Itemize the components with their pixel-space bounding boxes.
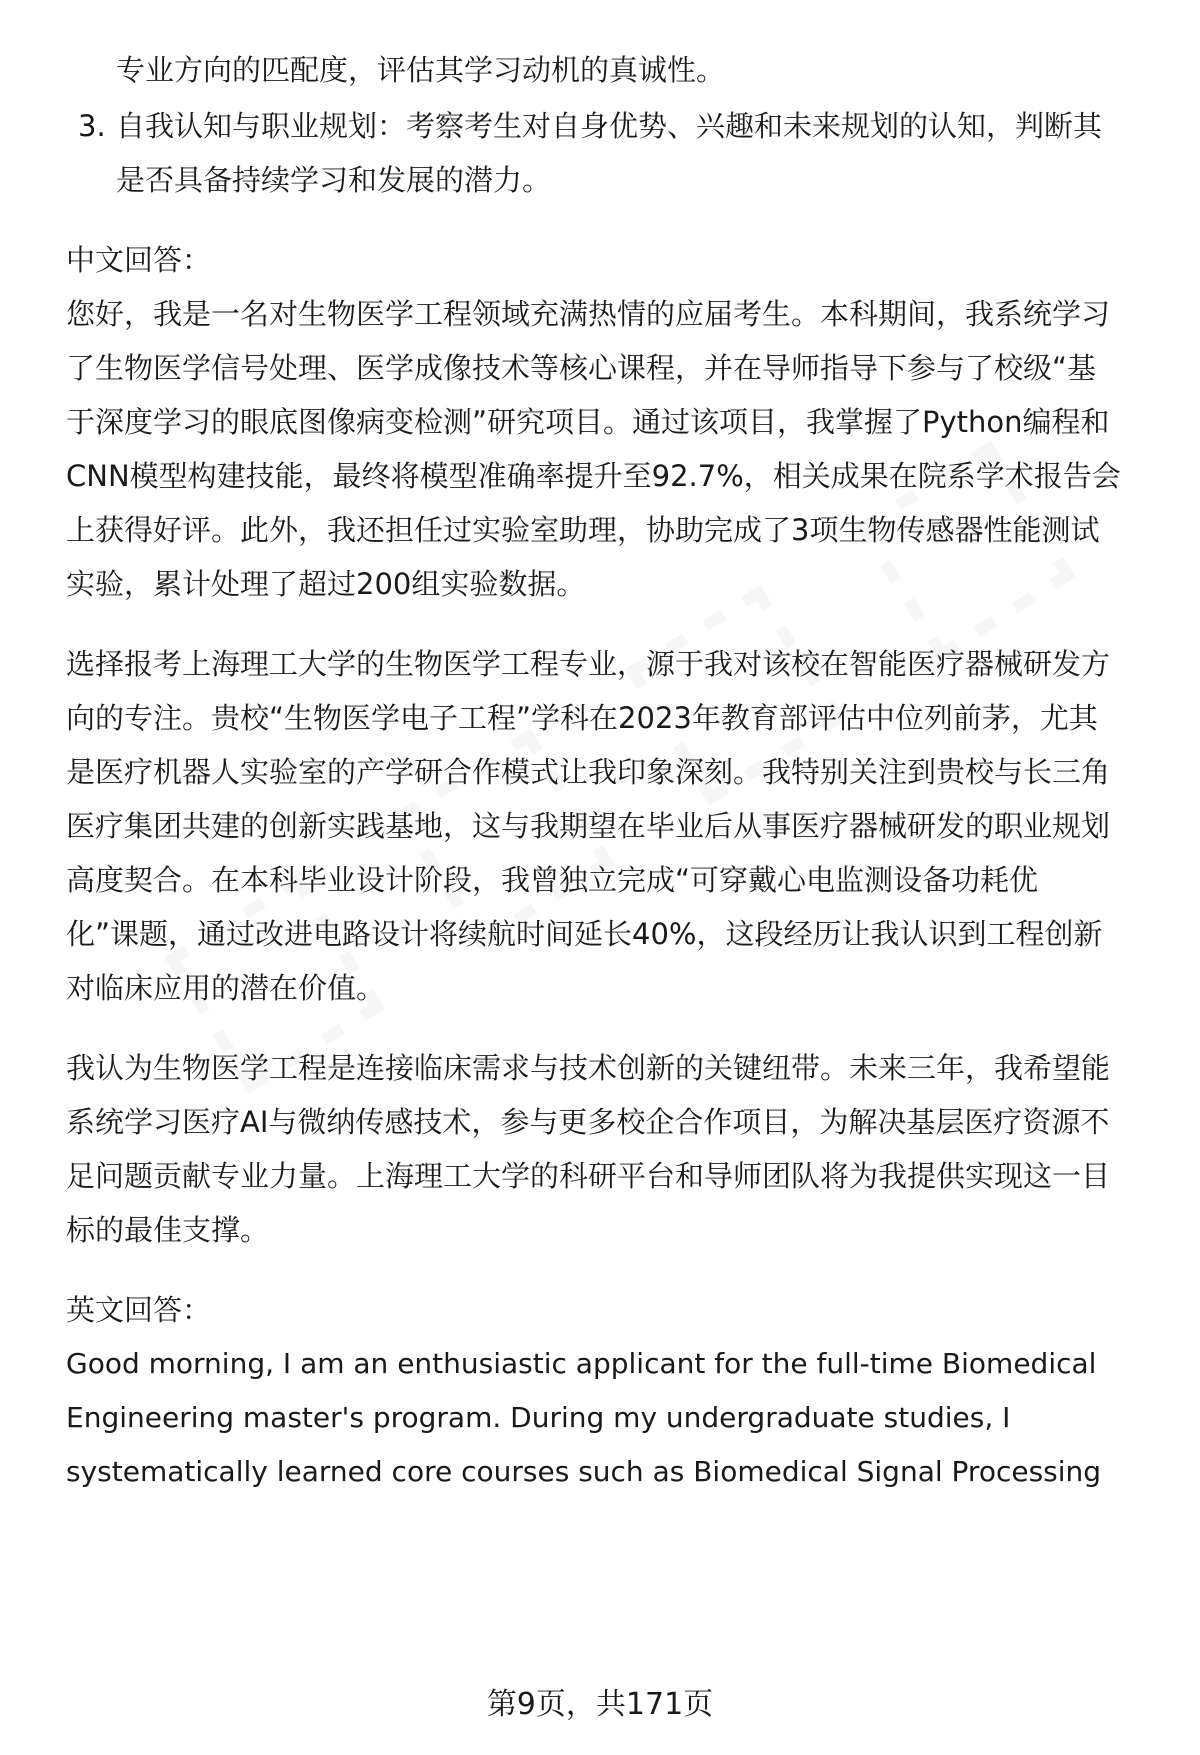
paragraph-line: 选择报考上海理工大学的生物医学工程专业，源于我对该校在智能医疗器械研发方: [66, 647, 1111, 681]
paragraph-line: Good morning, I am an enthusiastic applicant for the full-time Biomedical: [66, 1347, 1097, 1380]
paragraph-line: 是医疗机器人实验室的产学研合作模式让我印象深刻。我特别关注到贵校与长三角: [66, 755, 1111, 789]
paragraph-line: 我认为生物医学工程是连接临床需求与技术创新的关键纽带。未来三年，我希望能: [66, 1051, 1111, 1085]
list-item-2-tail: 专业方向的匹配度，评估其学习动机的真诚性。: [116, 53, 726, 87]
paragraph-line: 实验，累计处理了超过200组实验数据。: [66, 567, 586, 601]
paragraph-line: 足问题贡献专业力量。上海理工大学的科研平台和导师团队将为我提供实现这一目: [66, 1159, 1111, 1193]
paragraph-line: systematically learned core courses such as Biomedical Signal Processing: [66, 1455, 1102, 1488]
list-item-3-line: 是否具备持续学习和发展的潜力。: [116, 163, 552, 197]
paragraph-line: 医疗集团共建的创新实践基地，这与我期望在毕业后从事医疗器械研发的职业规划: [66, 809, 1111, 843]
paragraph-line: 化”课题，通过改进电路设计将续航时间延长40%，这段经历让我认识到工程创新: [66, 917, 1103, 951]
paragraph-line: 于深度学习的眼底图像病变检测”研究项目。通过该项目，我掌握了Python编程和: [66, 405, 1110, 439]
paragraph-line: CNN模型构建技能，最终将模型准确率提升至92.7%，相关成果在院系学术报告会: [66, 459, 1121, 493]
paragraph-line: 标的最佳支撑。: [66, 1213, 270, 1247]
paragraph-line: 对临床应用的潜在价值。: [66, 971, 386, 1005]
paragraph-line: 高度契合。在本科毕业设计阶段，我曾独立完成“可穿戴心电监测设备功耗优: [66, 863, 1039, 897]
paragraph-line: 向的专注。贵校“生物医学电子工程”学科在2023年教育部评估中位列前茅，尤其: [66, 701, 1098, 735]
paragraph-line: 您好，我是一名对生物医学工程领域充满热情的应届考生。本科期间，我系统学习: [66, 297, 1111, 331]
chinese-answer-heading: 中文回答：: [66, 243, 212, 277]
paragraph-line: 了生物医学信号处理、医学成像技术等核心课程，并在导师指导下参与了校级“基: [66, 351, 1097, 385]
list-item-3-line: 自我认知与职业规划：考察考生对自身优势、兴趣和未来规划的认知，判断其: [116, 109, 1103, 143]
paragraph-line: 上获得好评。此外，我还担任过实验室助理，协助完成了3项生物传感器性能测试: [66, 513, 1100, 547]
list-item-3-number: 3.: [78, 109, 106, 143]
paragraph-line: 系统学习医疗AI与微纳传感技术，参与更多校企合作项目，为解决基层医疗资源不: [66, 1105, 1110, 1139]
page-footer: 第9页，共171页: [486, 1687, 714, 1722]
english-answer-heading: 英文回答：: [66, 1293, 212, 1327]
paragraph-line: Engineering master's program. During my undergraduate studies, I: [66, 1401, 1011, 1434]
